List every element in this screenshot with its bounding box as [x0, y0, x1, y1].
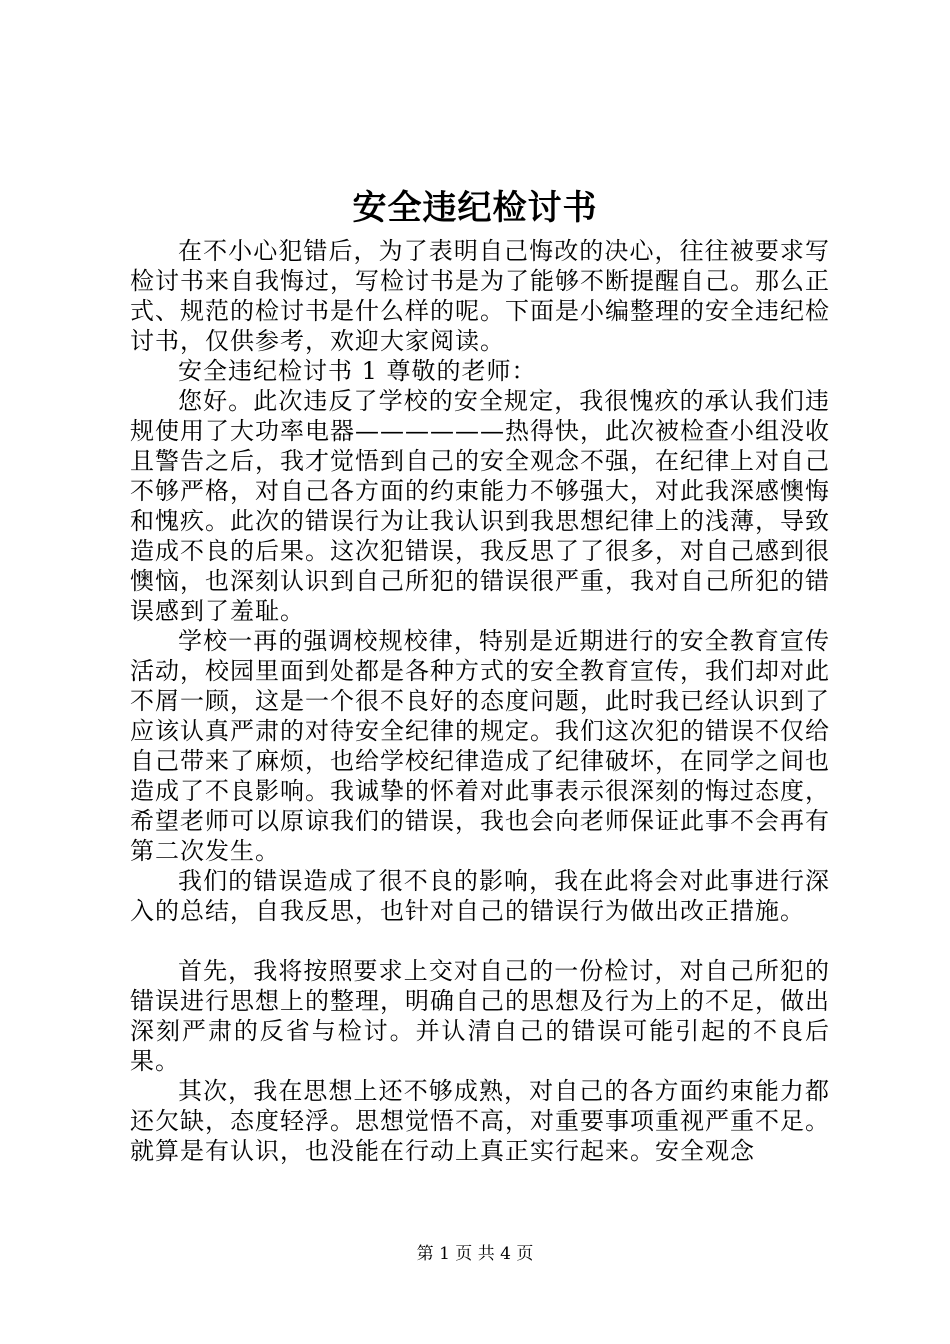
body-paragraph-1: 您好。此次违反了学校的安全规定，我很愧疚的承认我们违规使用了大功率电器——————热得快，此次被检查小组没收且警告之后，我才觉悟到自己的安全观念不强，在纪律上对自己不够严格，对自己各方面的约束能力不够强大，对此我深感懊悔和愧疚。此次的错误行为让我认识到我思想纪律上的浅薄，导致造成不良的后果。这次犯错误，我反思了了很多，对自己感到很懊恼，也深刻认识到自己所犯的错误很严重，我对自己所犯的错误感到了羞耻。 — [130, 387, 830, 625]
page-number: 第 1 页 共 4 页 — [416, 1244, 534, 1264]
document-body — [130, 236, 830, 1166]
letter-heading: 安全违纪检讨书 1 尊敬的老师： — [178, 357, 537, 385]
body-paragraph-5: 其次，我在思想上还不够成熟，对自己的各方面约束能力都还欠缺，态度轻浮。思想觉悟不高，对重要事项重视严重不足。就算是有认识，也没能在行动上真正实行起来。安全观念 — [130, 1077, 830, 1165]
intro-paragraph: 在不小心犯错后，为了表明自己悔改的决心，往往被要求写检讨书来自我悔过，写检讨书是为了能够不断提醒自己。那么正式、规范的检讨书是什么样的呢。下面是小编整理的安全违纪检讨书，仅供参考，欢迎大家阅读。 — [130, 237, 830, 355]
document-title: 安全违纪检讨书 — [352, 188, 598, 228]
body-paragraph-3: 我们的错误造成了很不良的影响，我在此将会对此事进行深入的总结，自我反思，也针对自己的错误行为做出改正措施。 — [130, 867, 830, 925]
body-paragraph-2: 学校一再的强调校规校律，特别是近期进行的安全教育宣传活动，校园里面到处都是各种方式的安全教育宣传，我们却对此不屑一顾，这是一个很不良好的态度问题，此时我已经认识到了应该认真严肃的对待安全纪律的规定。我们这次犯的错误不仅给自己带来了麻烦，也给学校纪律造成了纪律破坏，在同学之间也造成了不良影响。我诚挚的怀着对此事表示很深刻的悔过态度，希望老师可以原谅我们的错误，我也会向老师保证此事不会再有第二次发生。 — [130, 627, 830, 865]
body-paragraph-4: 首先，我将按照要求上交对自己的一份检讨，对自己所犯的错误进行思想上的整理，明确自己的思想及行为上的不足，做出深刻严肃的反省与检讨。并认清自己的错误可能引起的不良后果。 — [130, 957, 830, 1075]
paragraph-spacer — [130, 926, 830, 956]
